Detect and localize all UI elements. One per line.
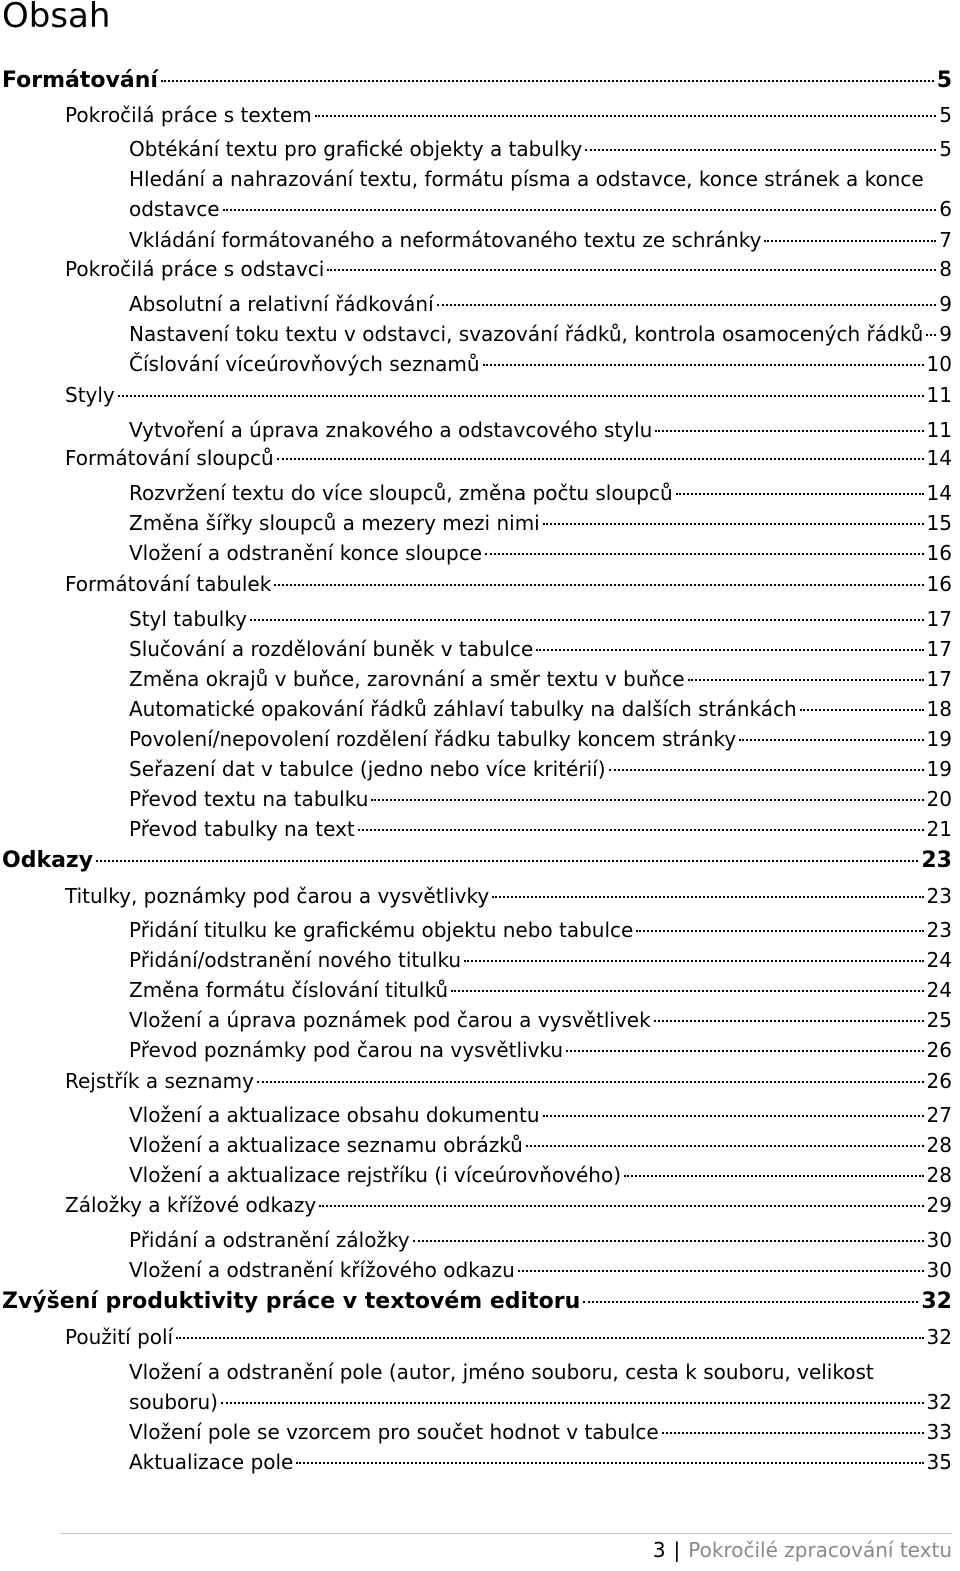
toc-entry-level-2[interactable] [65, 1325, 952, 1349]
dot-leader [257, 1081, 924, 1083]
toc-entry-title[interactable]: Přidání a odstranění záložky [129, 1228, 410, 1252]
toc-entry-level-3[interactable] [129, 667, 952, 691]
dot-leader [636, 930, 923, 932]
toc-entry-title[interactable]: Vložení a odstranění křížového odkazu [129, 1258, 515, 1282]
dot-leader [319, 1205, 923, 1207]
toc-page-number[interactable]: 23 [926, 884, 952, 908]
toc-entry-title[interactable]: Rozvržení textu do více sloupců, změna počtu sloupců [129, 481, 673, 505]
dot-leader [764, 240, 936, 242]
toc-page-number[interactable]: 19 [926, 757, 952, 781]
dot-leader [609, 769, 924, 771]
toc-entry-title[interactable]: Převod poznámky pod čarou na vysvětlivku [129, 1038, 564, 1062]
dot-leader [526, 1145, 924, 1147]
dot-leader [315, 115, 936, 117]
toc-entry-title[interactable]: Převod tabulky na text [129, 817, 355, 841]
toc-entry-title[interactable]: Záložky a křížové odkazy [65, 1193, 317, 1217]
dot-leader [161, 80, 934, 82]
toc-entry-title[interactable]: Formátování sloupců [65, 446, 274, 470]
toc-page-number[interactable]: 17 [926, 667, 952, 691]
toc-entry-level-3[interactable] [129, 637, 952, 661]
footer-page-number: 3 [652, 1538, 666, 1562]
toc-page-number[interactable]: 33 [926, 1420, 952, 1444]
dot-leader [96, 860, 918, 862]
toc-entry-level-3[interactable] [129, 352, 952, 376]
toc-entry-level-3[interactable] [129, 1258, 952, 1282]
toc-entry-level-1[interactable] [2, 1289, 952, 1314]
dot-leader [662, 1432, 924, 1434]
dot-leader [274, 584, 923, 586]
dot-leader [327, 269, 936, 271]
toc-page-number[interactable]: 8 [939, 257, 952, 281]
dot-leader [543, 1115, 924, 1117]
dot-leader [585, 149, 936, 151]
toc-page-number[interactable]: 23 [926, 918, 952, 942]
toc-entry-title[interactable]: Rejstřík a seznamy [65, 1069, 254, 1093]
toc-page-number[interactable]: 7 [939, 228, 952, 252]
toc-entry-title[interactable]: Formátování [2, 68, 158, 93]
toc-entry-title[interactable]: Použití polí [65, 1325, 174, 1349]
dot-leader [926, 334, 936, 336]
toc-entry-title[interactable]: Zvýšení produktivity práce v textovém editoru [2, 1289, 581, 1314]
dot-leader [223, 209, 937, 211]
dot-leader [800, 709, 924, 711]
dot-leader [437, 304, 937, 306]
toc-entry-title[interactable]: Změna okrajů v buňce, zarovnání a směr textu v buňce [129, 667, 685, 691]
dot-leader [543, 523, 924, 525]
toc-page-number[interactable]: 26 [926, 1038, 952, 1062]
toc-entry-level-3[interactable] [129, 292, 952, 316]
toc-entry-level-3[interactable] [129, 1163, 952, 1187]
toc-entry-first-line: Hledání a nahrazování textu, formátu písma a odstavce, konce stránek a konce [129, 167, 924, 191]
toc-entry-title[interactable]: Formátování tabulek [65, 572, 272, 596]
toc-entry-level-3[interactable] [129, 481, 952, 505]
toc-entry-level-3[interactable] [129, 607, 952, 631]
toc-page-number[interactable]: 18 [926, 697, 952, 721]
toc-entry-level-3[interactable] [129, 948, 952, 972]
toc-entry-level-3[interactable] [129, 1133, 952, 1157]
dot-leader [624, 1175, 924, 1177]
toc-page-number[interactable]: 14 [926, 481, 952, 505]
toc-entry-title[interactable]: Styly [65, 383, 115, 407]
toc-entry-level-3[interactable] [129, 697, 952, 721]
dot-leader [536, 649, 923, 651]
toc-entry-level-2[interactable] [65, 1193, 952, 1217]
footer-document-title: Pokročilé zpracování textu [688, 1538, 952, 1562]
toc-page-number[interactable]: 5 [939, 103, 952, 127]
toc-entry-level-2[interactable] [65, 103, 952, 127]
dot-leader [688, 679, 924, 681]
toc-entry-title[interactable]: Styl tabulky [129, 607, 248, 631]
toc-page-number[interactable]: 9 [939, 292, 952, 316]
footer-separator: | [673, 1538, 681, 1562]
dot-leader [492, 896, 923, 898]
toc-page-number[interactable]: 10 [926, 352, 952, 376]
dot-leader [464, 960, 923, 962]
toc-entry-title[interactable]: Vložení a úprava poznámek pod čarou a vysvětlivek [129, 1008, 651, 1032]
page-title: Obsah [2, 0, 111, 36]
toc-entry-title[interactable]: Vkládání formátovaného a neformátovaného textu ze schránky [129, 228, 762, 252]
toc-entry-title[interactable]: Změna šířky sloupců a mezery mezi nimi [129, 511, 540, 535]
toc-entry-level-2[interactable] [65, 884, 952, 908]
toc-page-number[interactable]: 25 [926, 1008, 952, 1032]
toc-entry-title[interactable]: Automatické opakování řádků záhlaví tabulky na dalších stránkách [129, 697, 797, 721]
toc-entry-level-3[interactable] [129, 1103, 952, 1127]
dot-leader [485, 553, 924, 555]
toc-page-number[interactable]: 30 [926, 1228, 952, 1252]
toc-entry-level-2[interactable] [65, 446, 952, 470]
dot-leader [451, 990, 923, 992]
toc-page-number[interactable]: 6 [939, 197, 952, 221]
toc-entry-level-3[interactable] [129, 418, 952, 442]
toc-page-number[interactable]: 30 [926, 1258, 952, 1282]
toc-page-number[interactable]: 11 [926, 418, 952, 442]
toc-entry-level-3[interactable] [129, 1420, 952, 1444]
page-footer [653, 1538, 952, 1562]
toc-entry-title[interactable]: Obtékání textu pro grafické objekty a tabulky [129, 137, 583, 161]
dot-leader [518, 1270, 924, 1272]
toc-entry-level-3[interactable] [129, 757, 952, 781]
dot-leader [250, 619, 924, 621]
toc-entry-level-2[interactable] [65, 572, 952, 596]
dot-leader [655, 430, 923, 432]
toc-page-number[interactable]: 21 [926, 817, 952, 841]
toc-entry-level-3[interactable] [129, 978, 952, 1002]
toc-entry-title[interactable]: Seřazení dat v tabulce (jedno nebo více kritérií) [129, 757, 606, 781]
toc-entry-title[interactable]: Slučování a rozdělování buněk v tabulce [129, 637, 534, 661]
toc-page-number[interactable]: 16 [926, 572, 952, 596]
toc-page-number[interactable]: 5 [936, 68, 952, 93]
toc-entry-level-3[interactable] [129, 727, 952, 751]
toc-page-number[interactable]: 28 [926, 1133, 952, 1157]
toc-entry-level-3[interactable] [129, 228, 952, 252]
toc-page-number[interactable]: 27 [926, 1103, 952, 1127]
toc-entry-title[interactable]: Povolení/nepovolení rozdělení řádku tabulky koncem stránky [129, 727, 737, 751]
dot-leader [118, 395, 924, 397]
toc-page-number[interactable]: 29 [926, 1193, 952, 1217]
toc-entry-level-2[interactable] [65, 257, 952, 281]
toc-page-number[interactable]: 35 [926, 1450, 952, 1474]
toc-entry-title[interactable]: Přidání/odstranění nového titulku [129, 948, 462, 972]
toc-entry-title[interactable]: souboru) [129, 1390, 218, 1414]
toc-entry-level-3[interactable] [129, 918, 952, 942]
toc-page-number[interactable]: 11 [926, 383, 952, 407]
toc-page-number[interactable]: 16 [926, 541, 952, 565]
dot-leader [739, 739, 923, 741]
dot-leader [176, 1337, 923, 1339]
toc-entry-level-3[interactable] [129, 1008, 952, 1032]
toc-page-number[interactable]: 17 [926, 637, 952, 661]
dot-leader [583, 1301, 918, 1303]
toc-page-number[interactable]: 26 [926, 1069, 952, 1093]
toc-page-number[interactable]: 20 [926, 787, 952, 811]
toc-entry-level-3[interactable] [129, 322, 952, 346]
toc-entry-title[interactable]: Vložení a aktualizace obsahu dokumentu [129, 1103, 540, 1127]
toc-entry-title[interactable]: Vytvoření a úprava znakového a odstavcového stylu [129, 418, 653, 442]
toc-page-number[interactable]: 9 [939, 322, 952, 346]
toc-page-number[interactable]: 28 [926, 1163, 952, 1187]
toc-page-number[interactable]: 5 [939, 137, 952, 161]
toc-entry-title[interactable]: Vložení a aktualizace rejstříku (i víceúrovňového) [129, 1163, 622, 1187]
toc-entry-title[interactable]: Přidání titulku ke grafickému objektu nebo tabulce [129, 918, 634, 942]
dot-leader [371, 799, 923, 801]
footer-divider [60, 1533, 952, 1534]
dot-leader [566, 1050, 923, 1052]
toc-entry-level-3[interactable] [129, 511, 952, 535]
toc-page-number[interactable]: 32 [926, 1390, 952, 1414]
dot-leader [676, 493, 924, 495]
toc-page-number[interactable]: 32 [926, 1325, 952, 1349]
toc-page-number[interactable]: 19 [926, 727, 952, 751]
toc-entry-title[interactable]: Vložení pole se vzorcem pro součet hodnot v tabulce [129, 1420, 659, 1444]
toc-page-number[interactable]: 14 [926, 446, 952, 470]
toc-entry-title[interactable]: Číslování víceúrovňových seznamů [129, 352, 480, 376]
toc-entry-level-3[interactable] [129, 1038, 952, 1062]
toc-entry-level-3[interactable] [129, 541, 952, 565]
toc-entry-level-2[interactable] [65, 1069, 952, 1093]
toc-entry-level-1[interactable] [2, 68, 952, 93]
toc-entry-title[interactable]: Titulky, poznámky pod čarou a vysvětlivky [65, 884, 490, 908]
dot-leader [413, 1240, 924, 1242]
toc-entry-title[interactable]: odstavce [129, 197, 220, 221]
toc-page-number[interactable]: 24 [926, 978, 952, 1002]
toc-entry-level-1[interactable] [2, 848, 952, 873]
toc-entry-title[interactable]: Pokročilá práce s textem [65, 103, 312, 127]
toc-entry-title[interactable]: Odkazy [2, 848, 94, 873]
dot-leader [358, 829, 924, 831]
dot-leader [277, 458, 924, 460]
toc-entry-level-3[interactable] [129, 1390, 952, 1414]
dot-leader [221, 1402, 924, 1404]
toc-entry-title[interactable]: Změna formátu číslování titulků [129, 978, 449, 1002]
toc-page-number[interactable]: 23 [921, 848, 952, 873]
toc-entry-level-3[interactable] [129, 787, 952, 811]
toc-page-number[interactable]: 15 [926, 511, 952, 535]
toc-entry-title[interactable]: Nastavení toku textu v odstavci, svazování řádků, kontrola osamocených řádků [129, 322, 924, 346]
dot-leader [654, 1020, 924, 1022]
toc-entry-level-3[interactable] [129, 1450, 952, 1474]
toc-entry-title[interactable]: Převod textu na tabulku [129, 787, 369, 811]
toc-entry-level-3[interactable] [129, 817, 952, 841]
toc-entry-level-3[interactable] [129, 197, 952, 221]
toc-entry-level-2[interactable] [65, 383, 952, 407]
toc-page-number[interactable]: 17 [926, 607, 952, 631]
toc-page-number[interactable]: 32 [921, 1289, 952, 1314]
dot-leader [296, 1462, 923, 1464]
toc-entry-level-3[interactable] [129, 1228, 952, 1252]
dot-leader [483, 364, 924, 366]
toc-entry-title[interactable]: Absolutní a relativní řádkování [129, 292, 434, 316]
toc-entry-title[interactable]: Pokročilá práce s odstavci [65, 257, 325, 281]
toc-entry-title[interactable]: Vložení a odstranění konce sloupce [129, 541, 483, 565]
toc-entry-level-3[interactable] [129, 137, 952, 161]
toc-page-number[interactable]: 24 [926, 948, 952, 972]
toc-entry-title[interactable]: Vložení a aktualizace seznamu obrázků [129, 1133, 523, 1157]
toc-entry-first-line: Vložení a odstranění pole (autor, jméno souboru, cesta k souboru, velikost [129, 1360, 874, 1384]
toc-entry-title[interactable]: Aktualizace pole [129, 1450, 294, 1474]
